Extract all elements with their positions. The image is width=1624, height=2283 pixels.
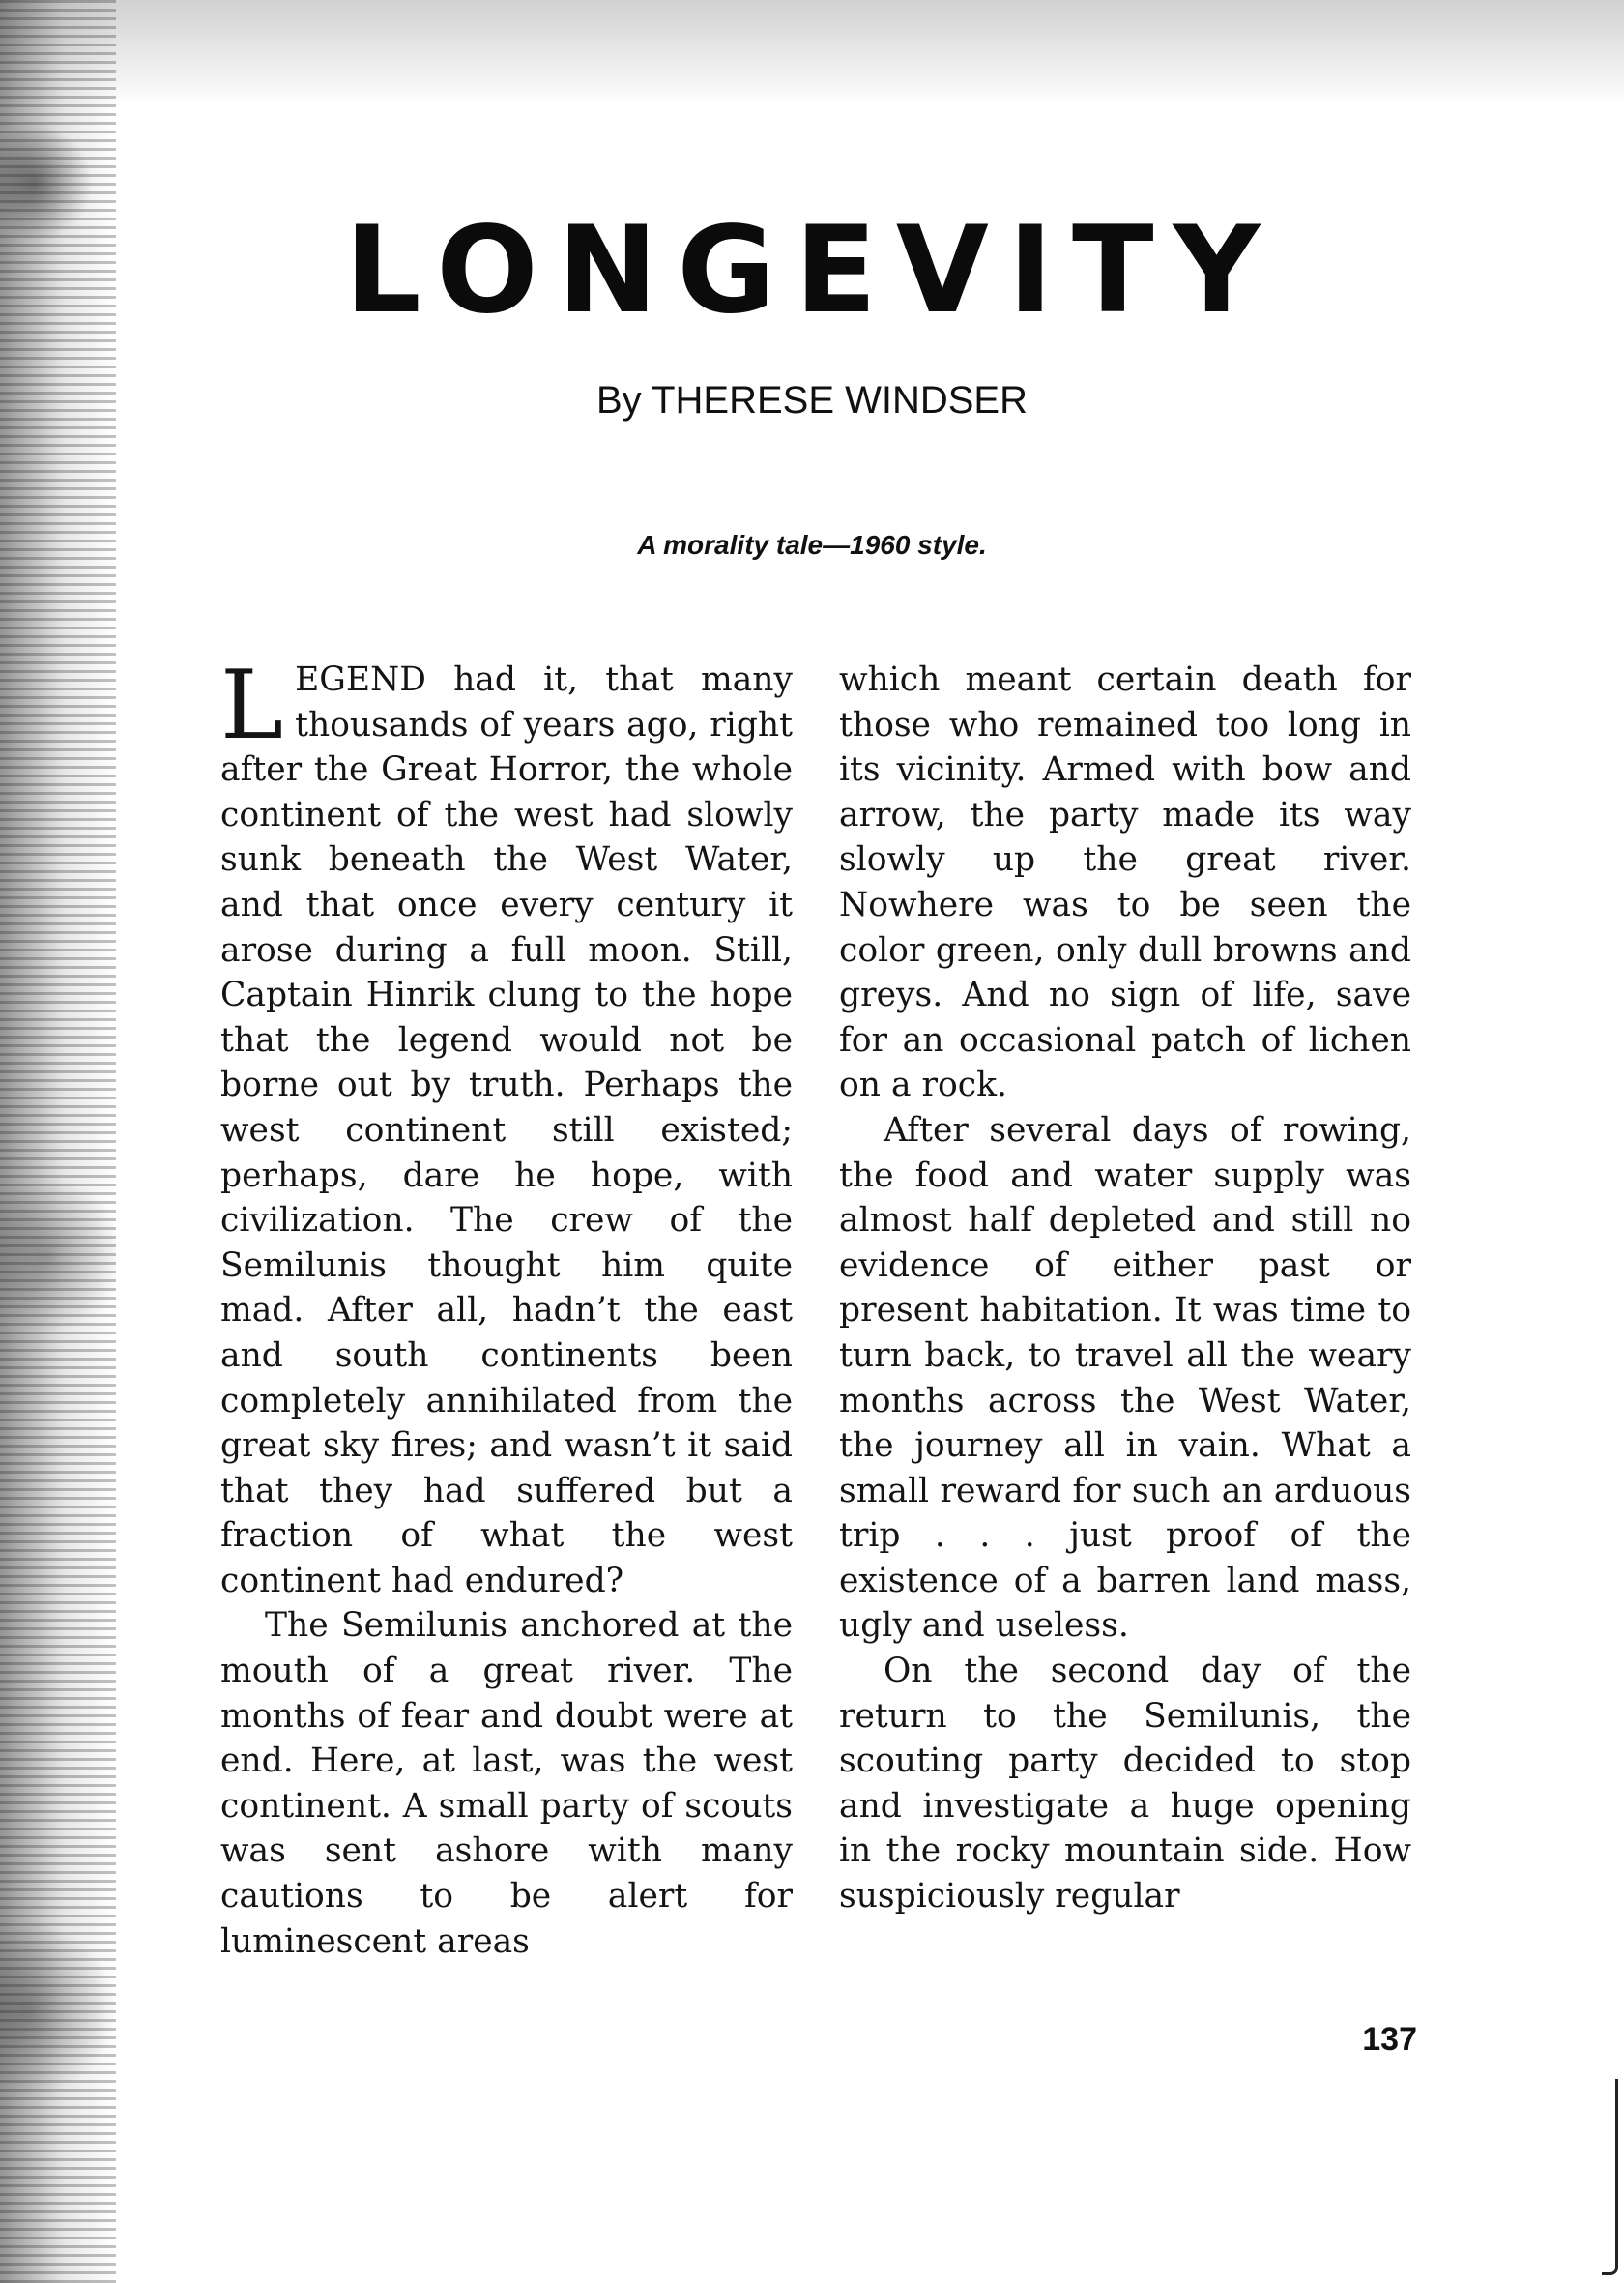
paragraph-continuation: which meant certain death for those who remained too long in its vicinity. Armed with bow and arrow, the party made its way slowly up the great river. Nowhere was to be seen the color green, only dull browns and greys. And no sign of life, save for an occasional patch of lichen on a rock. [839, 660, 1411, 1105]
article-title: LONGEVITY [344, 201, 1280, 340]
scan-shadow-left [0, 0, 116, 2283]
page-number: 137 [1362, 2021, 1417, 2058]
lead-paragraph [220, 651, 793, 1603]
paragraph: On the second day of the return to the Semilunis, the scouting party decided to stop and investigate a huge opening in the rocky mountain side. How suspiciously regular [839, 1652, 1411, 1917]
scan-edge-mark [1602, 2079, 1618, 2275]
article-byline: By THERESE WINDSER [596, 379, 1028, 422]
text-column-right [839, 658, 1411, 1919]
paragraph: After several days of rowing, the food and water supply was almost half depleted and still no evidence of either past or present habitation. It was time to turn back, to travel all the weary months across the West Water, the journey all in vain. What a small reward for such an arduous trip . . . just proof of the existence of a barren land mass, ugly and useless. [839, 1110, 1411, 1646]
scan-shadow-top [0, 0, 1624, 106]
drop-cap: L [220, 651, 284, 761]
paragraph: The Semilunis anchored at the mouth of a great river. The months of fear and doubt were at end. Here, at last, was the west continent. A small party of scouts was sent ashore with many cautions to be alert for luminescent areas [220, 1606, 793, 1961]
article-tagline: A morality tale—1960 style. [637, 530, 987, 560]
lead-paragraph-text: EGEND had it, that many thousands of years ago, right after the Great Horror, the whole continent of the west had slowly sunk beneath the West Water, and that once every century it arose during a full moon. Still, Captain Hinrik clung to the hope that the legend would not be borne out by truth. Perhaps the west continent still existed; perhaps, dare he hope, with civilization. The crew of the Semilunis thought him quite mad. After all, hadn’t the east and south continents been completely annihilated from the great sky fires; and wasn’t it said that they had suffered but a fraction of what the west continent had endured? [220, 660, 793, 1600]
text-column-left [220, 651, 793, 1964]
